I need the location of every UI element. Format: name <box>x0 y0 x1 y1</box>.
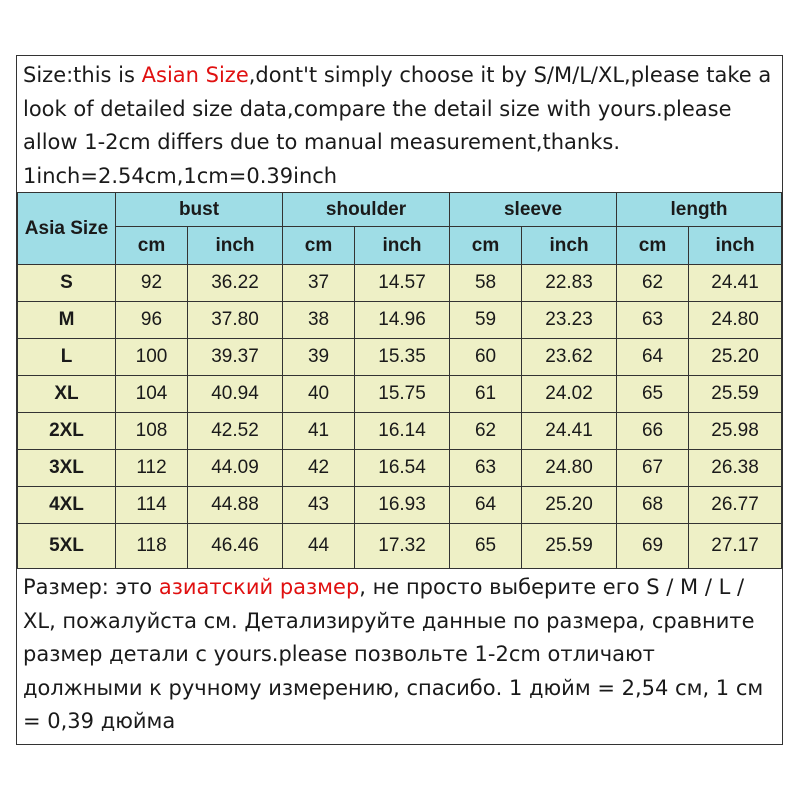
table-cell: 104 <box>116 376 188 413</box>
asia-size-header: Asia Size <box>18 193 116 265</box>
note-ru-prefix: Размер: это <box>23 575 159 599</box>
table-cell: 66 <box>617 413 689 450</box>
size-chart-frame <box>16 55 783 745</box>
size-note-english <box>17 56 782 193</box>
unit-header: inch <box>355 227 450 265</box>
table-cell: 25.20 <box>522 487 617 524</box>
table-cell: 39.37 <box>188 339 283 376</box>
table-row <box>18 302 782 339</box>
table-cell: 61 <box>450 376 522 413</box>
size-note-russian <box>17 569 782 739</box>
table-cell: 16.54 <box>355 450 450 487</box>
table-cell: 43 <box>283 487 355 524</box>
table-row <box>18 413 782 450</box>
table-cell: 92 <box>116 265 188 302</box>
table-cell: 26.77 <box>689 487 782 524</box>
table-cell: 27.17 <box>689 524 782 569</box>
table-cell: 108 <box>116 413 188 450</box>
table-cell: 37.80 <box>188 302 283 339</box>
table-cell: 16.93 <box>355 487 450 524</box>
table-cell: 25.59 <box>689 376 782 413</box>
table-cell: 39 <box>283 339 355 376</box>
table-cell: 100 <box>116 339 188 376</box>
table-cell: 36.22 <box>188 265 283 302</box>
size-label: 2XL <box>18 413 116 450</box>
table-cell: 63 <box>617 302 689 339</box>
header-length: length <box>617 193 782 227</box>
unit-header: inch <box>522 227 617 265</box>
table-row <box>18 376 782 413</box>
size-label: 3XL <box>18 450 116 487</box>
table-cell: 65 <box>450 524 522 569</box>
size-label: M <box>18 302 116 339</box>
table-cell: 23.23 <box>522 302 617 339</box>
note-suffix: ,dont't simply choose it by S/M/L/XL,please take a look of detailed size data,compare the detail size with yours.please allow 1-2cm differs due to manual measurement,thanks. 1inch=2.54cm,1cm=0.39inch <box>23 63 778 188</box>
table-cell: 37 <box>283 265 355 302</box>
table-cell: 112 <box>116 450 188 487</box>
header-shoulder: shoulder <box>283 193 450 227</box>
table-cell: 42.52 <box>188 413 283 450</box>
table-cell: 44.88 <box>188 487 283 524</box>
table-cell: 46.46 <box>188 524 283 569</box>
table-cell: 42 <box>283 450 355 487</box>
table-cell: 25.59 <box>522 524 617 569</box>
table-cell: 69 <box>617 524 689 569</box>
note-ru-suffix: , не просто выберите его S / M / L / XL, пожалуйста см. Детализируйте данные по размера, сравните размер детали с yours.please позвольте 1-2cm отличают должными к ручному измерению, спасибо. 1 дюйм = 2,54 см, 1 см = 0,39 дюйма <box>23 575 770 733</box>
table-cell: 22.83 <box>522 265 617 302</box>
table-cell: 65 <box>617 376 689 413</box>
asian-size-highlight: Asian Size <box>141 63 249 87</box>
size-label: XL <box>18 376 116 413</box>
unit-header: cm <box>617 227 689 265</box>
table-cell: 64 <box>450 487 522 524</box>
table-cell: 118 <box>116 524 188 569</box>
unit-header: inch <box>188 227 283 265</box>
table-cell: 24.80 <box>689 302 782 339</box>
table-cell: 38 <box>283 302 355 339</box>
table-cell: 15.75 <box>355 376 450 413</box>
asian-size-ru-highlight: азиатский размер <box>158 575 360 599</box>
table-row <box>18 265 782 302</box>
unit-header: cm <box>283 227 355 265</box>
size-label: L <box>18 339 116 376</box>
table-cell: 14.57 <box>355 265 450 302</box>
table-cell: 59 <box>450 302 522 339</box>
table-row <box>18 524 782 569</box>
table-cell: 68 <box>617 487 689 524</box>
table-row <box>18 487 782 524</box>
table-cell: 26.38 <box>689 450 782 487</box>
table-cell: 40.94 <box>188 376 283 413</box>
table-cell: 24.02 <box>522 376 617 413</box>
size-label: 4XL <box>18 487 116 524</box>
table-cell: 60 <box>450 339 522 376</box>
table-cell: 62 <box>450 413 522 450</box>
table-cell: 24.80 <box>522 450 617 487</box>
table-cell: 24.41 <box>522 413 617 450</box>
table-row <box>18 339 782 376</box>
header-sleeve: sleeve <box>450 193 617 227</box>
table-cell: 63 <box>450 450 522 487</box>
header-bust: bust <box>116 193 283 227</box>
table-cell: 14.96 <box>355 302 450 339</box>
table-cell: 23.62 <box>522 339 617 376</box>
table-cell: 114 <box>116 487 188 524</box>
size-label: 5XL <box>18 524 116 569</box>
table-cell: 17.32 <box>355 524 450 569</box>
table-cell: 40 <box>283 376 355 413</box>
table-cell: 67 <box>617 450 689 487</box>
size-table <box>17 192 782 569</box>
table-cell: 15.35 <box>355 339 450 376</box>
table-cell: 25.20 <box>689 339 782 376</box>
unit-header: cm <box>450 227 522 265</box>
table-cell: 58 <box>450 265 522 302</box>
table-row <box>18 450 782 487</box>
table-cell: 44 <box>283 524 355 569</box>
unit-header: cm <box>116 227 188 265</box>
table-cell: 62 <box>617 265 689 302</box>
table-cell: 16.14 <box>355 413 450 450</box>
table-cell: 44.09 <box>188 450 283 487</box>
table-cell: 24.41 <box>689 265 782 302</box>
size-label: S <box>18 265 116 302</box>
note-prefix: Size:this is <box>23 63 142 87</box>
unit-header: inch <box>689 227 782 265</box>
table-cell: 64 <box>617 339 689 376</box>
table-cell: 25.98 <box>689 413 782 450</box>
table-cell: 96 <box>116 302 188 339</box>
table-cell: 41 <box>283 413 355 450</box>
